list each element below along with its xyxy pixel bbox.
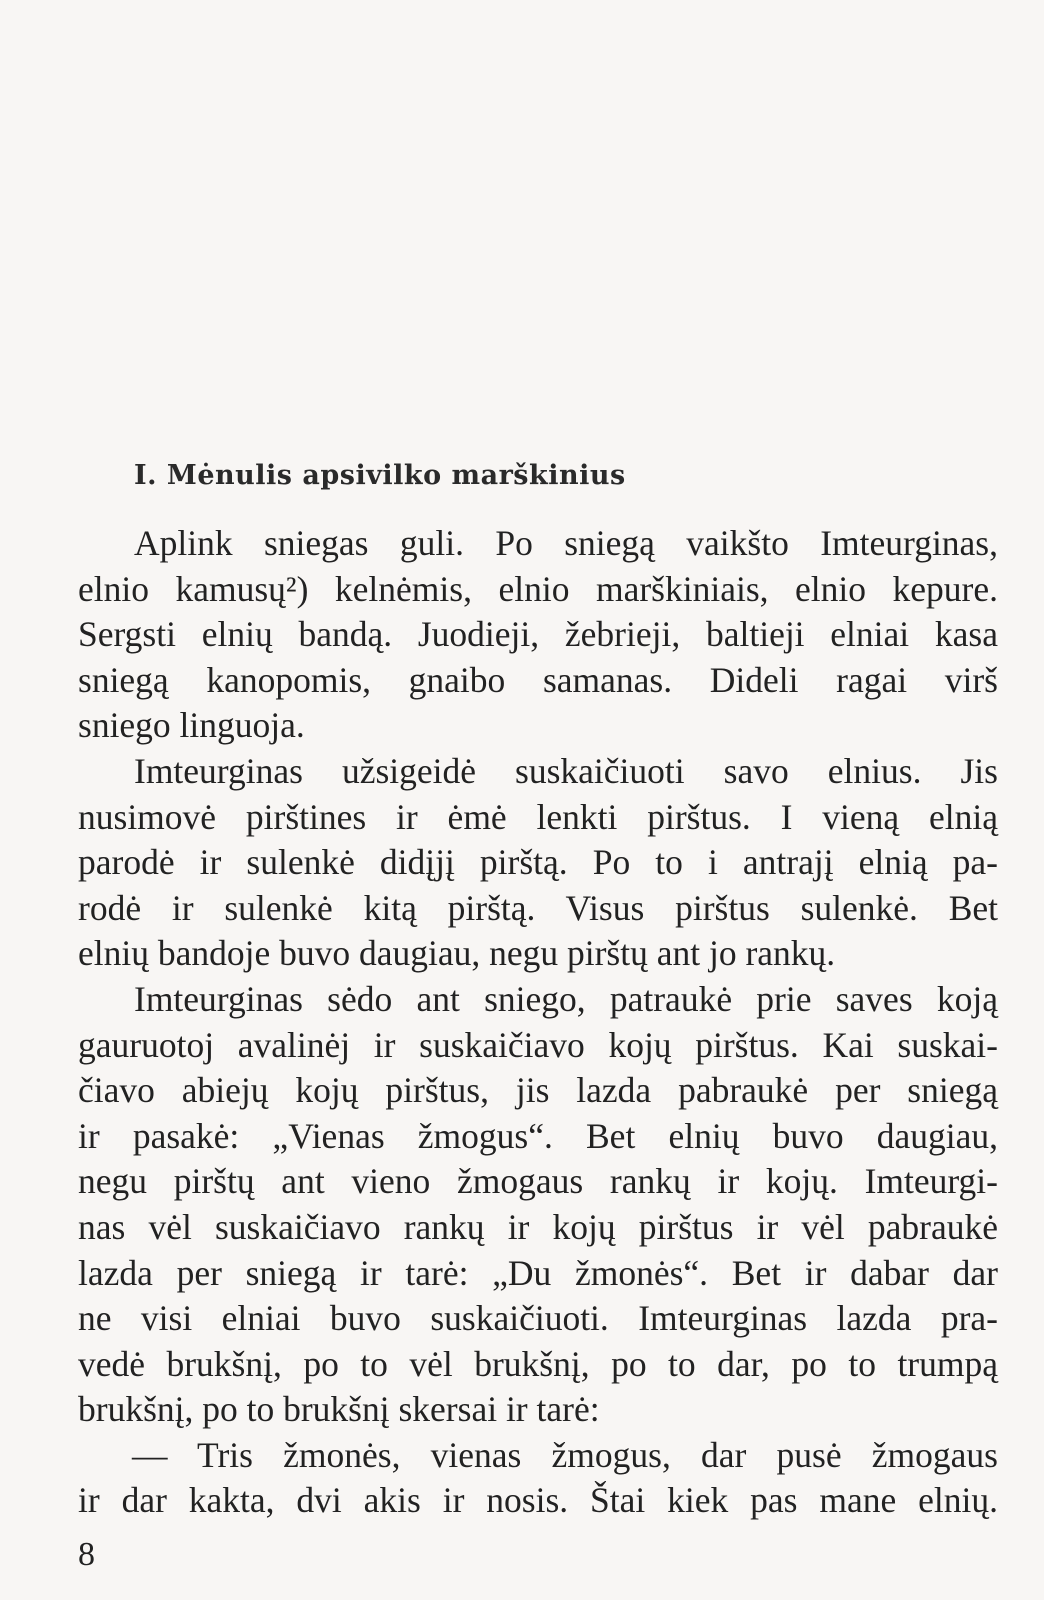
text-line: ir dar kakta, dvi akis ir nosis. Štai kiek pas mane elnių.: [78, 1480, 998, 1521]
text-line: lazda per sniegą ir tarė: „Du žmonės“. Bet ir dabar dar: [78, 1252, 998, 1293]
text-line: Imteurginas užsigeidė suskaičiuoti savo elnius. Jis: [134, 750, 998, 791]
text-line: sniego linguoja.: [78, 705, 305, 746]
text-line: nas vėl suskaičiavo rankų ir kojų pirštus ir vėl pabraukė: [78, 1206, 998, 1247]
text-line: sniegą kanopomis, gnaibo samanas. Dideli ragai virš: [78, 659, 998, 700]
text-line: Imteurginas sėdo ant sniego, patraukė prie saves koją: [134, 978, 998, 1019]
text-line: negu pirštų ant vieno žmogaus rankų ir kojų. Imteurgi-: [78, 1161, 998, 1202]
text-line: rodė ir sulenkė kitą pirštą. Visus pirštus sulenkė. Bet: [78, 887, 998, 928]
text-line: nusimovė pirštines ir ėmė lenkti pirštus. I vieną elnią: [78, 796, 998, 837]
text-line: elnio kamusų²) kelnėmis, elnio marškiniais, elnio kepure.: [78, 568, 998, 609]
text-line: Sergsti elnių bandą. Juodieji, žebrieji, baltieji elniai kasa: [78, 614, 998, 655]
text-line: gauruotoj avalinėj ir suskaičiavo kojų pirštus. Kai suskai-: [78, 1024, 998, 1065]
text-line: — Tris žmonės, vienas žmogus, dar pusė žmogaus: [132, 1434, 998, 1475]
text-line: ne visi elniai buvo suskaičiuoti. Imteurginas lazda pra-: [78, 1298, 998, 1339]
text-line: brukšnį, po to brukšnį skersai ir tarė:: [78, 1389, 600, 1430]
text-line: Aplink sniegas guli. Po sniegą vaikšto Imteurginas,: [134, 523, 998, 563]
page-number: 8: [78, 1536, 95, 1573]
chapter-title: I. Mėnulis apsivilko marškinius: [134, 460, 626, 491]
text-line: čiavo abiejų kojų pirštus, jis lazda pabraukė per sniegą: [78, 1070, 998, 1111]
page-body: [78, 521, 998, 1524]
text-line: elnių bandoje buvo daugiau, negu pirštų ant jo rankų.: [78, 933, 836, 974]
text-line: vedė brukšnį, po to vėl brukšnį, po to dar, po to trumpą: [78, 1343, 998, 1384]
text-line: parodė ir sulenkė didįjį pirštą. Po to i antrajį elnią pa-: [78, 842, 998, 883]
text-line: ir pasakė: „Vienas žmogus“. Bet elnių buvo daugiau,: [78, 1115, 998, 1156]
